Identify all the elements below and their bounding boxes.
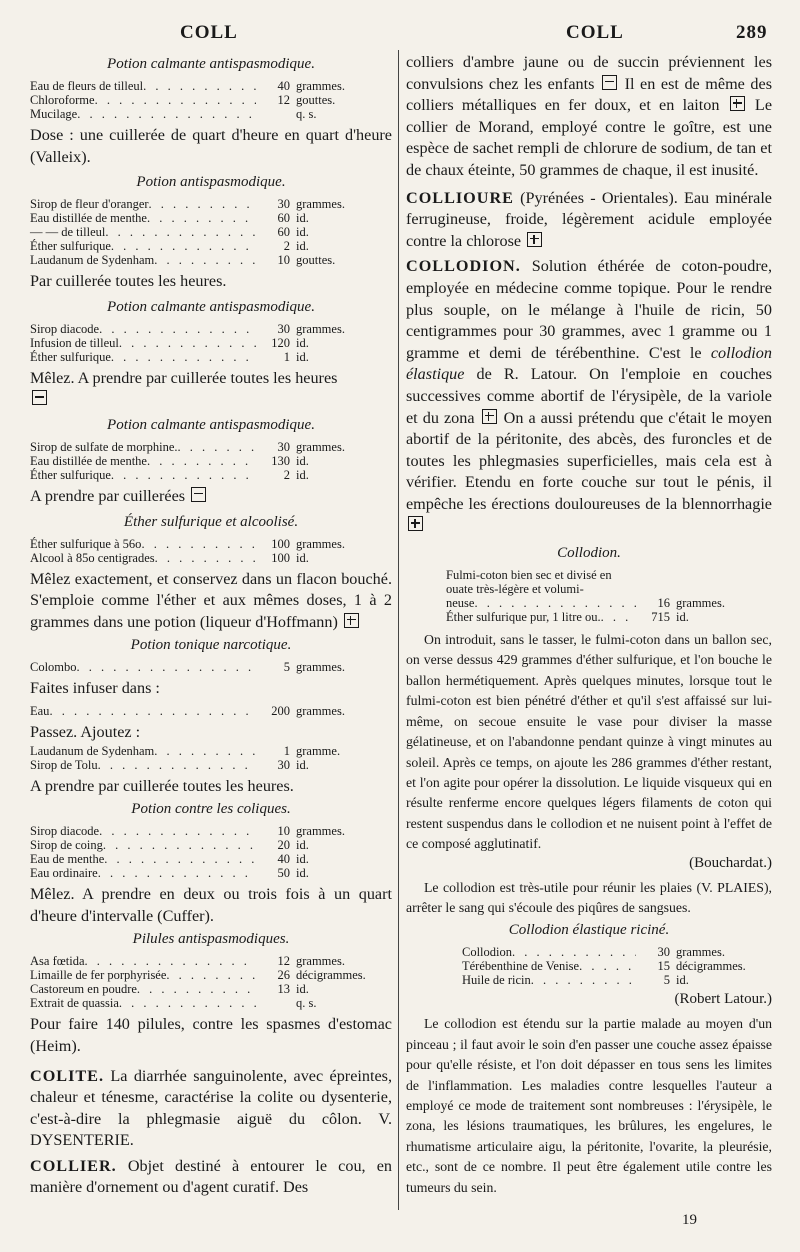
recipe-line [462, 959, 772, 973]
leader-dots [531, 973, 636, 987]
ingredient-name: Éther sulfurique [30, 467, 111, 482]
entry-headword: COLITE. [30, 1066, 105, 1085]
leader-dots [77, 107, 256, 121]
ingredient-unit: id. [296, 453, 309, 468]
ingredient-quantity: 10 [277, 824, 290, 839]
ingredient-name: Eau de fleurs de tilleul [30, 79, 144, 93]
ingredient-name: Asa fœtida [30, 954, 85, 969]
recipe-line [30, 350, 392, 364]
recipe-line [30, 93, 392, 107]
ingredient-unit: id. [296, 838, 309, 853]
leader-dots [99, 824, 256, 838]
entry-colite [30, 1066, 392, 1152]
recipe-line [30, 838, 392, 852]
ingredient-quantity: 40 [277, 852, 290, 867]
plus-box-icon [482, 409, 497, 424]
leader-dots [147, 454, 256, 468]
ingredient-quantity: 12 [277, 93, 290, 107]
recipe-line [30, 954, 392, 968]
recipe-title: Potion antispasmodique. [136, 174, 286, 191]
column-divider [398, 50, 399, 1210]
recipe-line [30, 322, 392, 336]
entry-text: (Pyrénées - Orientales). Eau minérale ferrugineuse, froide, légèrement acidule employée contre la chlorose [406, 188, 772, 250]
ingredient-name: Collodion [462, 945, 513, 960]
paragraph [30, 486, 392, 508]
minus-box-icon [602, 75, 617, 90]
leader-dots [98, 866, 256, 880]
paragraph-text: colliers d'ambre jaune ou de succin préviennent les convulsions chez les enfants [406, 53, 772, 93]
leader-dots [104, 852, 256, 866]
recipe-list [30, 744, 392, 772]
recipe-line [446, 568, 772, 582]
attribution: (Bouchardat.) [689, 854, 772, 871]
ingredient-quantity: 30 [277, 321, 290, 336]
recipe-line [30, 336, 392, 350]
recipe-list [30, 537, 392, 565]
ingredient-name: Éther sulfurique pur, 1 litre ou. [446, 610, 601, 625]
leader-dots [601, 610, 636, 624]
recipe-line [446, 582, 772, 596]
ingredient-quantity: 1 [283, 743, 290, 758]
ingredient-name: Laudanum de Sydenham [30, 253, 155, 268]
ingredient-unit: id. [296, 866, 309, 881]
recipe-title: Potion calmante antispasmodique. [107, 298, 315, 315]
recipe-line [30, 660, 392, 674]
right-column [406, 52, 772, 1198]
recipe-line [30, 852, 392, 866]
recipe-list [30, 704, 392, 718]
ingredient-name: Huile de ricin [462, 973, 531, 988]
recipe-line [30, 744, 392, 758]
ingredient-name: Sirop de coing [30, 838, 103, 853]
recipe-line [30, 79, 392, 93]
ingredient-name: Éther sulfurique [30, 349, 111, 364]
ingredient-unit: grammes. [296, 660, 345, 675]
attribution: (Robert Latour.) [674, 991, 772, 1008]
recipe-title: Potion contre les coliques. [131, 801, 291, 818]
ingredient-quantity: 50 [277, 866, 290, 881]
ingredient-unit: grammes. [296, 824, 345, 839]
recipe-list [30, 824, 392, 880]
recipe-line [462, 945, 772, 959]
recipe-title: Potion calmante antispasmodique. [107, 56, 315, 72]
plus-box-icon [730, 96, 745, 111]
ingredient-quantity: 15 [657, 959, 670, 974]
recipe-title: Éther sulfurique et alcoolisé. [123, 513, 299, 530]
leader-dots [111, 468, 256, 482]
leader-dots [143, 79, 256, 93]
paragraph-text: Il en est de même des colliers métalliques en fer doux, et en laiton [406, 74, 773, 115]
ingredient-name: Térébenthine de Venise [462, 959, 580, 974]
leader-dots [105, 225, 256, 239]
ingredient-unit: id. [296, 211, 309, 226]
ingredient-unit: grammes. [296, 321, 345, 336]
recipe-line [30, 197, 392, 211]
paragraph [30, 569, 392, 634]
paragraph [30, 368, 392, 411]
ingredient-name: Éther sulfurique [30, 239, 111, 254]
recipe-line [30, 996, 392, 1010]
ingredient-unit: id. [296, 239, 309, 254]
entry-text: de R. Latour. On l'emploie en couches successives comme abortif de l'érysipèle, de la variole et du zona [406, 365, 772, 427]
ingredient-quantity: 715 [651, 610, 670, 625]
recipe-line [30, 211, 392, 225]
leader-dots [119, 336, 256, 350]
paragraph [406, 52, 772, 182]
running-head-left: COLL [180, 22, 238, 43]
ingredient-unit: id. [296, 349, 309, 364]
ingredient-name: ouate très-légère et volumi- [446, 582, 584, 597]
ingredient-unit: q. s. [296, 996, 317, 1011]
ingredient-quantity: 200 [271, 703, 290, 718]
ingredient-quantity [256, 107, 296, 121]
ingredient-quantity: 10 [277, 253, 290, 268]
leader-dots [98, 758, 256, 772]
recipe-title: Potion tonique narcotique. [130, 637, 292, 654]
paragraph: Passez. Ajoutez : [30, 722, 141, 741]
ingredient-name: Laudanum de Sydenham [30, 743, 155, 758]
recipe-line [30, 537, 392, 551]
entry-text: La diarrhée sanguinolente, avec épreintes, chaleur et ténesme, caractérise la colite ou dysenterie, c'est-à-dire la phlegmasie aiguë du côlon. V. DYSENTERIE. [30, 1066, 392, 1150]
recipe-line [30, 225, 392, 239]
ingredient-unit: id. [676, 610, 689, 625]
ingredient-unit: id. [296, 467, 309, 482]
ingredient-unit: grammes. [676, 945, 725, 960]
page-number: 289 [736, 22, 768, 43]
ingredient-unit [624, 582, 720, 596]
entry-italic: collodion élastique [406, 343, 772, 384]
leader-dots [155, 551, 256, 565]
leader-dots [77, 660, 256, 674]
ingredient-quantity [584, 582, 624, 596]
ingredient-quantity: 26 [277, 968, 290, 983]
ingredient-unit: id. [676, 973, 689, 988]
ingredient-unit: id. [296, 852, 309, 867]
ingredient-quantity: 20 [277, 838, 290, 853]
entry-headword: COLLODION. [406, 257, 521, 276]
ingredient-name: Limaille de fer porphyrisée [30, 968, 167, 983]
ingredient-quantity: 120 [271, 335, 290, 350]
paragraph: Faites infuser dans : [30, 679, 160, 698]
entry-headword: COLLIOURE [406, 188, 514, 207]
minus-box-icon [32, 390, 47, 405]
leader-dots [579, 959, 636, 973]
minus-box-icon [191, 487, 206, 502]
recipe-line [30, 239, 392, 253]
recipe-line [30, 551, 392, 565]
signature-mark: 19 [682, 1212, 697, 1228]
ingredient-quantity: 30 [277, 757, 290, 772]
recipe-list [30, 440, 392, 482]
leader-dots [141, 537, 256, 551]
ingredient-name: neuse [446, 596, 475, 611]
ingredient-name: Eau ordinaire [30, 866, 98, 881]
paragraph-text: Le collier de Morand, employé contre le goître, est une espèce de sachet rempli de chlorure de sodium, de tan et de chaux éteinte, 50 grammes de chaque, il est inusité. [406, 96, 772, 179]
ingredient-quantity: 100 [271, 550, 290, 565]
entry-text: Objet destiné à entourer le cou, en manière d'ornement ou d'agent curatif. Des [30, 1156, 392, 1197]
ingredient-quantity: 30 [277, 439, 290, 454]
plus-box-icon [344, 613, 359, 628]
recipe-title: Pilules antispasmodiques. [132, 931, 290, 948]
ingredient-name: Eau distillée de menthe [30, 211, 147, 226]
ingredient-name: Sirop de sulfate de morphine. [30, 439, 178, 454]
running-head-right: COLL [566, 22, 624, 43]
leader-dots [103, 838, 256, 852]
leader-dots [166, 968, 256, 982]
left-column [30, 52, 392, 1199]
ingredient-quantity: 130 [271, 453, 290, 468]
entry-text: On a aussi prétendu que c'était le moyen abortif de la péritonite, des abcès, des furoncles et de toutes les phlegmasies superficielles, mais cela est à vérifier. Etendu en forte couche sur tout le pénis, il empêche les érections douloureuses de la blennorrhagie [406, 408, 772, 513]
ingredient-quantity: 16 [657, 596, 670, 611]
ingredient-unit: id. [296, 225, 309, 240]
paragraph: A prendre par cuillerée toutes les heures. [30, 776, 294, 795]
ingredient-name: Eau de menthe [30, 852, 105, 867]
leader-dots [154, 744, 256, 758]
ingredient-quantity: 2 [283, 467, 290, 482]
leader-dots [147, 211, 256, 225]
ingredient-name: Castoreum en poudre [30, 982, 137, 997]
recipe-line [446, 610, 772, 624]
recipe-list [30, 197, 392, 267]
ingredient-quantity: 5 [283, 660, 290, 675]
recipe-list [30, 954, 392, 1010]
paragraph-text: Mêlez exactement, et conservez dans un flacon bouché. S'emploie comme l'éther et aux mêmes doses, 1 à 2 grammes dans une potion (liqueur d'Hoffmann) [30, 569, 392, 631]
ingredient-name: Sirop diacode [30, 321, 100, 336]
paragraph: Dose : une cuillerée de quart d'heure en quart d'heure (Valleix). [30, 126, 392, 166]
leader-dots [49, 704, 256, 718]
leader-dots [85, 954, 257, 968]
ingredient-quantity: 1 [283, 349, 290, 364]
ingredient-name: Chloroforme [30, 93, 95, 107]
recipe-line [30, 468, 392, 482]
ingredient-name: Sirop de Tolu [30, 757, 98, 772]
ingredient-unit: id. [296, 757, 309, 772]
ingredient-unit: gouttes. [296, 93, 336, 107]
leader-dots [111, 350, 256, 364]
ingredient-unit: id. [296, 550, 309, 565]
recipe-title: Collodion. [557, 545, 621, 562]
ingredient-name: Mucilage [30, 107, 78, 121]
ingredient-unit: id. [296, 335, 309, 350]
ingredient-quantity: 60 [277, 225, 290, 240]
recipe-line [30, 454, 392, 468]
paragraph: Pour faire 140 pilules, contre les spasmes d'estomac (Heim). [30, 1015, 392, 1055]
ingredient-quantity: 5 [663, 973, 670, 988]
recipe-line [30, 253, 392, 267]
ingredient-name: Éther sulfurique à 56o [30, 536, 142, 551]
leader-dots [178, 440, 256, 454]
ingredient-name: Fulmi-coton bien sec et divisé en [446, 568, 612, 583]
paragraph-text: Mêlez. A prendre par cuillerée toutes les heures [30, 368, 338, 387]
recipe-list [30, 322, 392, 364]
ingredient-unit: gouttes. [296, 253, 336, 268]
recipe-list [406, 568, 772, 624]
entry-text: Solution éthérée de coton-poudre, employée en médecine comme topique. Pour le rendre plus souple, on le mélange à l'huile de ricin, 50 centigrammes pour 30 grammes, avec 1 gramme ou 1 gramme et demi de térébenthine. C'est le [406, 257, 772, 362]
leader-dots [154, 253, 256, 267]
paragraph: Le collodion est très-utile pour réunir les plaies (V. PLAIES), arrêter le sang qui s'écoule des piqûres de sangsues. [406, 879, 772, 915]
ingredient-name: Alcool à 85o centigrades [30, 550, 155, 565]
ingredient-name: Infusion de tilleul [30, 335, 119, 350]
recipe-line [30, 704, 392, 718]
ingredient-quantity: 30 [277, 197, 290, 212]
recipe-line [30, 824, 392, 838]
paragraph: Par cuillerée toutes les heures. [30, 272, 227, 291]
entry-collier [30, 1156, 392, 1199]
leader-dots [149, 197, 256, 211]
paragraph: On introduit, sans le tasser, le fulmi-coton dans un ballon sec, on verse dessus 429 grammes d'éther sulfurique, et l'on bouche le ballon hermétiquement. Après quelques minutes, lorsque tout le fulmi-coton est bien pénétré d'éther et qu'il s'est affaissé sur lui-même, on secoue ensuite le vase pour diviser la masse gélatineuse, et on l'abandonne pendant quinze à vingt minutes au soleil. Après ce temps, on ajoute les 286 grammes d'éther restant, et l'on agite pour opérer la dissolution. Le liquide visqueux qui en résulte renferme encore quelques légers filaments de coton qui restent suspendus dans le collodion et ne nuisent point à l'effet de ce composé agglutinatif. [406, 632, 772, 852]
ingredient-unit: id. [296, 982, 309, 997]
leader-dots [99, 322, 256, 336]
recipe-line [446, 596, 772, 610]
ingredient-unit: q. s. [296, 107, 317, 121]
recipe-line [30, 968, 392, 982]
leader-dots [512, 945, 636, 959]
recipe-line [30, 107, 392, 121]
recipe-list [30, 79, 392, 121]
paragraph-text: A prendre par cuillerées [30, 486, 186, 505]
entry-collodion [406, 256, 772, 537]
ingredient-unit: gramme. [296, 743, 341, 758]
ingredient-unit: grammes. [296, 954, 345, 969]
ingredient-quantity [256, 996, 296, 1010]
leader-dots [119, 996, 256, 1010]
ingredient-quantity: 30 [657, 945, 670, 960]
ingredient-quantity [612, 568, 652, 582]
ingredient-unit: grammes. [296, 79, 345, 93]
paragraph: Mêlez. A prendre en deux ou trois fois à un quart d'heure d'intervalle (Cuffer). [30, 885, 392, 925]
recipe-line [30, 440, 392, 454]
ingredient-unit: décigrammes. [676, 959, 746, 974]
ingredient-unit: grammes. [676, 596, 725, 611]
ingredient-quantity: 13 [277, 982, 290, 997]
entry-headword: COLLIER. [30, 1156, 117, 1175]
leader-dots [95, 93, 256, 107]
ingredient-name: — — de tilleul [30, 225, 106, 240]
ingredient-unit: grammes. [296, 536, 345, 551]
ingredient-name: Extrait de quassia [30, 996, 119, 1011]
recipe-line [462, 973, 772, 987]
paragraph: Le collodion est étendu sur la partie malade au moyen d'un pinceau ; il faut avoir le soin d'en passer une couche assez épaisse pour qu'elle résiste, et l'on doit dépasser en tous sens les limites de l'inflammation. Les maladies contre lesquelles l'auteur a employé ce mode de traitement sont nombreuses : l'érysipèle, le zona, les lésions traumatiques, les brûlures, les engelures, le rhumatisme articulaire aigu, la péritonite, l'ovarite, la pleurésie, etc., sont de ce nombre. Il peut être également utile contre les tumeurs du sein. [406, 1016, 772, 1195]
ingredient-unit: grammes. [296, 439, 345, 454]
recipe-line [30, 758, 392, 772]
ingredient-name: Sirop diacode [30, 824, 100, 839]
recipe-list [406, 945, 772, 987]
recipe-line [30, 866, 392, 880]
ingredient-quantity: 12 [277, 954, 290, 969]
ingredient-quantity: 2 [283, 239, 290, 254]
plus-box-icon [527, 232, 542, 247]
ingredient-unit: grammes. [296, 703, 345, 718]
recipe-list [30, 660, 392, 674]
recipe-line [30, 982, 392, 996]
ingredient-quantity: 100 [271, 536, 290, 551]
ingredient-name: Eau distillée de menthe [30, 453, 147, 468]
leader-dots [474, 596, 636, 610]
leader-dots [111, 239, 256, 253]
leader-dots [137, 982, 256, 996]
plus-box-icon [408, 516, 423, 531]
ingredient-name: Colombo [30, 660, 77, 675]
ingredient-unit: grammes. [296, 197, 345, 212]
ingredient-name: Eau [30, 703, 50, 718]
ingredient-name: Sirop de fleur d'oranger [30, 197, 149, 212]
entry-collioure [406, 188, 772, 253]
ingredient-quantity: 40 [277, 79, 290, 93]
ingredient-unit [652, 568, 748, 582]
ingredient-unit: décigrammes. [296, 968, 366, 983]
ingredient-quantity: 60 [277, 211, 290, 226]
recipe-title: Collodion élastique riciné. [508, 922, 670, 939]
recipe-title: Potion calmante antispasmodique. [107, 416, 315, 433]
